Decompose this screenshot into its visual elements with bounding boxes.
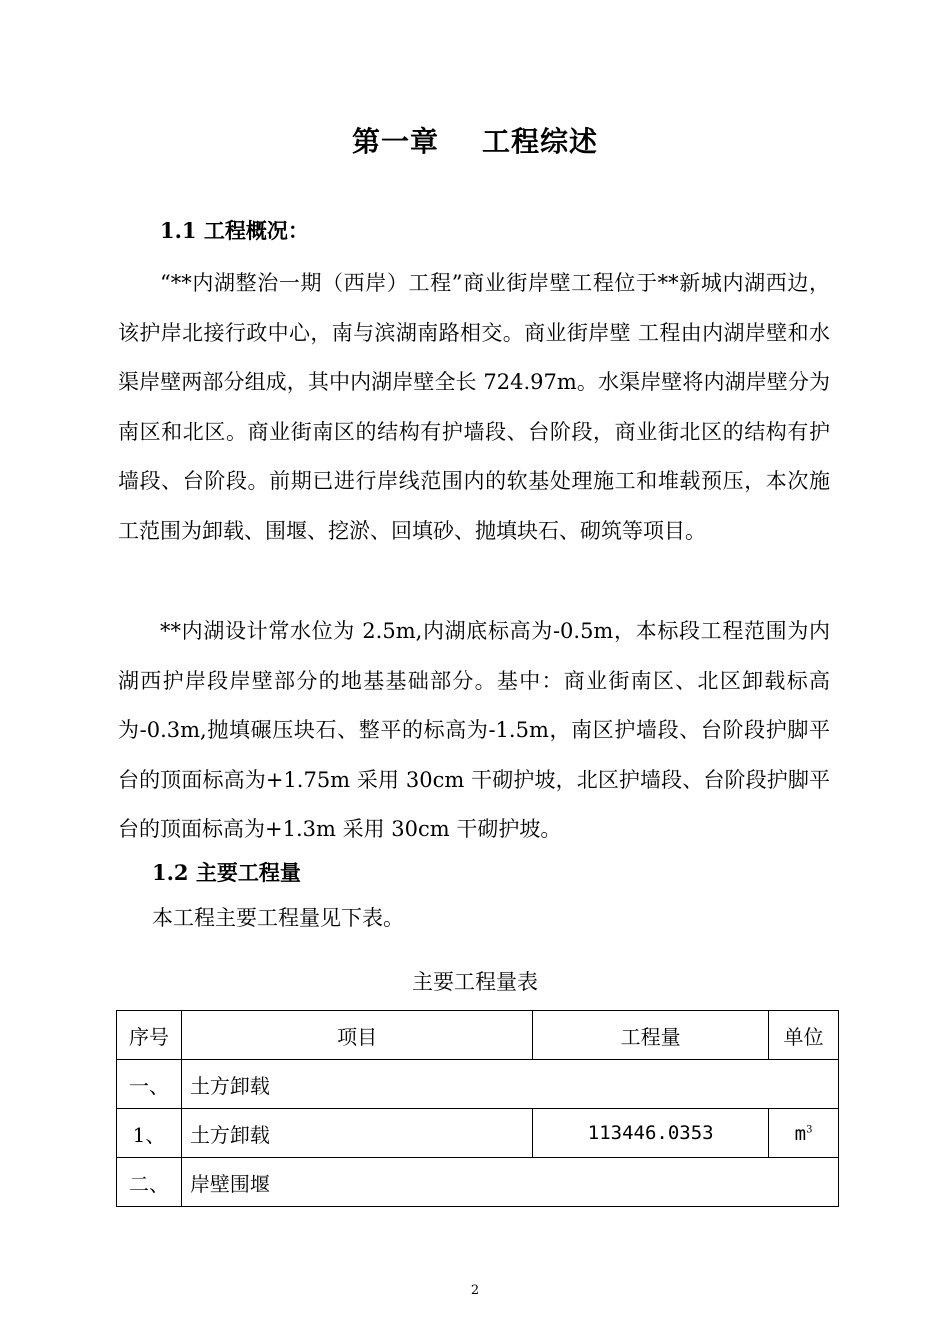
header-quantity: 工程量 [533, 1011, 769, 1060]
section-heading-1-1: 1.1 工程概况： [160, 218, 309, 243]
row-unit [769, 1109, 839, 1158]
table-header-row [117, 1011, 839, 1060]
header-unit: 单位 [769, 1011, 839, 1060]
row-quantity: 113446.0353 [533, 1109, 769, 1158]
row-no: 一、 [117, 1060, 182, 1109]
paragraph-overview: “**内湖整治一期（西岸）工程”商业街岸壁工程位于**新城内湖西边，该护岸北接行政中心，南与滨湖南路相交。商业街岸壁 工程由内湖岸壁和水渠岸壁两部分组成，其中内湖岸壁全长 724.97m。水渠岸壁将内湖岸壁分为南区和北区。商业街南区的结构有护墙段、台阶段，商业街北区的结构有护墙段、台阶段。前期已进行岸线范围内的软基处理施工和堆载预压，本次施工范围为卸载、围堰、挖淤、回填砂、抛填块石、砌筑等项目。 [118, 271, 830, 543]
header-item: 项目 [181, 1011, 532, 1060]
quantity-table [116, 1010, 839, 1207]
row-no: 二、 [117, 1158, 182, 1207]
section-heading-1-2: 1.2 主要工程量 [152, 860, 301, 885]
row-no: 1、 [117, 1109, 182, 1158]
table-row [117, 1060, 839, 1109]
row-item: 土方卸载 [181, 1060, 838, 1109]
chapter-name: 工程综述 [482, 125, 599, 158]
chapter-title [0, 120, 950, 160]
unit-superscript: 3 [806, 1124, 813, 1136]
unit-text: m [794, 1123, 807, 1145]
table-row [117, 1158, 839, 1207]
paragraph-elevations: **内湖设计常水位为 2.5m,内湖底标高为-0.5m，本标段工程范围为内湖西护岸段岸壁部分的地基基础部分。基中：商业街南区、北区卸载标高为-0.3m,抛填碾压块石、整平的标高为-1.5m，南区护墙段、台阶段护脚平台的顶面标高为+1.75m 采用 30cm 干砌护坡，北区护墙段、台阶段护脚平台的顶面标高为+1.3m 采用 30cm 干砌护坡。 [118, 619, 830, 841]
row-item: 土方卸载 [181, 1109, 532, 1158]
header-no: 序号 [117, 1011, 182, 1060]
table-caption: 主要工程量表 [412, 970, 538, 994]
page-number: 2 [470, 1283, 480, 1298]
chapter-number: 第一章 [351, 125, 439, 158]
row-item: 岸壁围堰 [181, 1158, 838, 1207]
table-intro-text: 本工程主要工程量见下表。 [152, 906, 404, 930]
table-row [117, 1109, 839, 1158]
